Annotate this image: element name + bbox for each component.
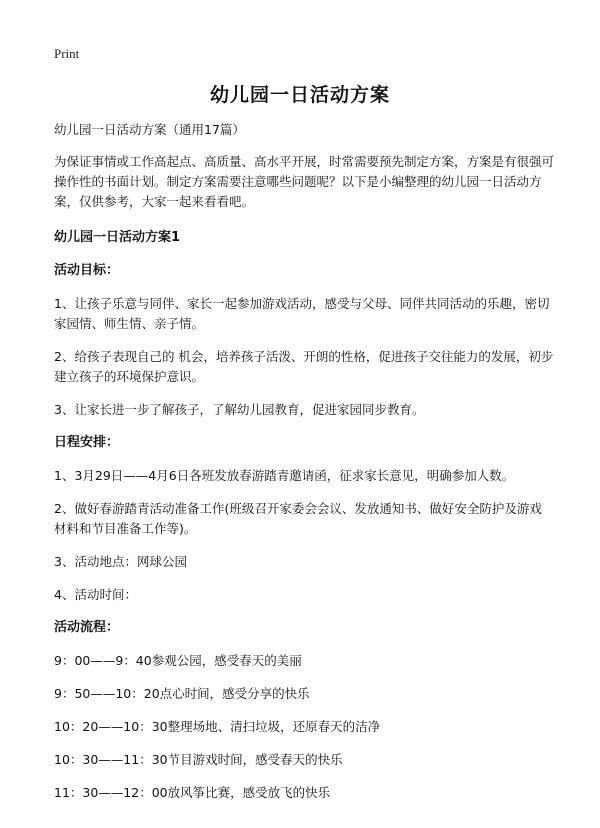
schedule-heading: 日程安排： — [54, 435, 120, 450]
goal-item: 3、让家长进一步了解孩子，了解幼儿园教育，促进家园同步教育。 — [54, 402, 425, 417]
goal-item: 1、让孩子乐意与同伴、家长一起参加游戏活动，感受与父母、同伴共同活动的乐趣，密切家园情、师生情、亲子情。 — [54, 296, 550, 331]
schedule-item: 2、做好春游踏青活动准备工作(班级召开家委会会议、发放通知书、做好安全防护及游戏材料和节目准备工作等)。 — [54, 501, 542, 536]
document-subtitle: 幼儿园一日活动方案（通用17篇） — [54, 122, 245, 137]
flow-item: 11：30——12：00放风筝比赛，感受放飞的快乐 — [54, 785, 331, 800]
goal-item: 2、给孩子表现自己的 机会，培养孩子活泼、开朗的性格，促进孩子交往能力的发展，初步建立孩子的环境保护意识。 — [54, 349, 554, 384]
flow-item: 9：00——9：40参观公园，感受春天的美丽 — [54, 653, 302, 668]
flow-heading: 活动流程： — [54, 620, 120, 635]
flow-item: 10：30——11：30节目游戏时间，感受春天的快乐 — [54, 752, 343, 767]
document-title: 幼儿园一日活动方案 — [209, 84, 390, 106]
schedule-item: 1、3月29日——4月6日各班发放春游踏青邀请函，征求家长意见，明确参加人数。 — [54, 468, 515, 483]
schedule-item: 3、活动地点：网球公园 — [54, 554, 187, 569]
section-title: 幼儿园一日活动方案1 — [54, 230, 181, 245]
goals-heading: 活动目标： — [54, 263, 120, 278]
print-link[interactable]: Print — [54, 46, 80, 61]
flow-item: 9：50——10：20点心时间，感受分享的快乐 — [54, 686, 310, 701]
document-body — [54, 120, 554, 816]
intro-paragraph: 为保证事情或工作高起点、高质量、高水平开展，时常需要预先制定方案，方案是有很强可操作性的书面计划。制定方案需要注意哪些问题呢？以下是小编整理的幼儿园一日活动方案，仅供参考，大家一起来看看吧。 — [54, 154, 555, 209]
schedule-item: 4、活动时间： — [54, 587, 137, 602]
flow-item: 10：20——10：30整理场地、清扫垃圾，还原春天的洁净 — [54, 719, 381, 734]
